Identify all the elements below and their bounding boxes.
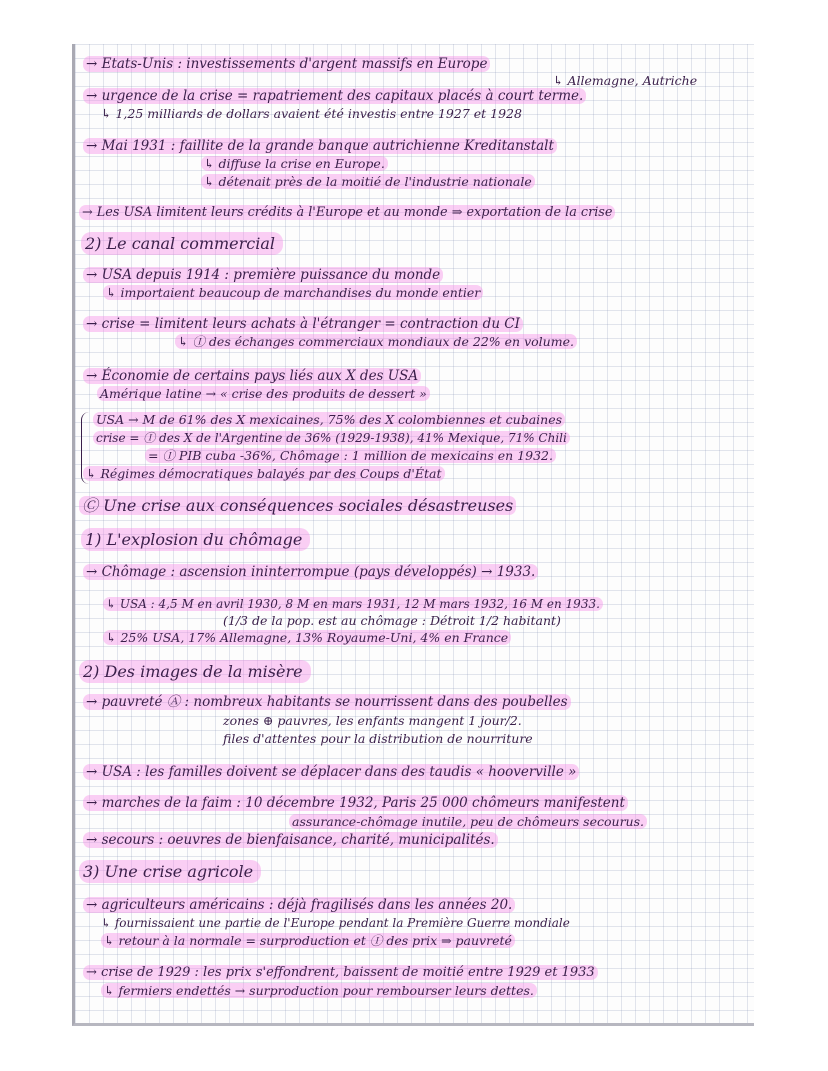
note-line: ↳ 25% USA, 17% Allemagne, 13% Royaume-Uni, 4% en France — [103, 632, 511, 645]
note-line: → pauvreté Ⓐ : nombreux habitants se nourrissent dans des poubelles — [83, 696, 571, 710]
note-line: Amérique latine → « crise des produits de dessert » — [97, 388, 430, 401]
note-line: assurance-chômage inutile, peu de chômeurs secourus. — [289, 816, 647, 829]
note-line: zones ⊕ pauvres, les enfants mangent 1 jour/2. — [223, 713, 522, 728]
note-line: ↳ retour à la normale = surproduction et Ⓘ des prix ⇒ pauvreté — [101, 935, 515, 948]
note-line: → marches de la faim : 10 décembre 1932, Paris 25 000 chômeurs manifestent — [83, 797, 628, 811]
note-line: → Économie de certains pays liés aux X des USA — [83, 370, 421, 384]
note-line: crise = Ⓘ des X de l'Argentine de 36% (1929-1938), 41% Mexique, 71% Chili — [93, 432, 570, 444]
note-line: ↳ Régimes démocratiques balayés par des Coups d'État — [83, 468, 445, 481]
notebook-page — [72, 44, 754, 1026]
note-line: ↳ fermiers endettés → surproduction pour rembourser leurs dettes. — [101, 985, 537, 998]
note-line: ↳ diffuse la crise en Europe. — [201, 158, 388, 171]
note-line: → secours : oeuvres de bienfaisance, charité, municipalités. — [83, 834, 498, 848]
section-heading: 3) Une crise agricole — [79, 864, 261, 880]
section-heading: 2) Le canal commercial — [81, 236, 283, 252]
note-line: (1/3 de la pop. est au chômage : Détroit 1/2 habitant) — [223, 613, 561, 628]
note-line: ↳ détenait près de la moitié de l'industrie nationale — [201, 176, 535, 189]
note-line: USA → M de 61% des X mexicaines, 75% des X colombiennes et cubaines — [93, 414, 565, 427]
note-line: → urgence de la crise = rapatriement des capitaux placés à court terme. — [83, 90, 586, 104]
note-line: = Ⓘ PIB cuba -36%, Chômage : 1 million de mexicains en 1932. — [145, 450, 556, 463]
note-line: → Chômage : ascension ininterrompue (pays développés) → 1933. — [83, 566, 538, 580]
note-line: → Les USA limitent leurs crédits à l'Europe et au monde ⇒ exportation de la crise — [79, 207, 615, 220]
note-line: ↳ fournissaient une partie de l'Europe pendant la Première Guerre mondiale — [101, 916, 570, 930]
note-line: files d'attentes pour la distribution de nourriture — [223, 731, 533, 746]
note-line: ↳ Allemagne, Autriche — [553, 73, 698, 88]
note-line: ↳ Ⓘ des échanges commerciaux mondiaux de 22% en volume. — [175, 336, 577, 349]
note-line: → agriculteurs américains : déjà fragilisés dans les années 20. — [83, 899, 515, 913]
note-line: → USA depuis 1914 : première puissance du monde — [83, 269, 443, 283]
note-line: → crise de 1929 : les prix s'effondrent, baissent de moitié entre 1929 et 1933 — [83, 966, 598, 979]
section-heading: 2) Des images de la misère — [79, 664, 311, 680]
note-line: ↳ importaient beaucoup de marchandises du monde entier — [103, 287, 483, 300]
note-line: → crise = limitent leurs achats à l'étranger = contraction du CI — [83, 318, 523, 332]
note-line: → USA : les familles doivent se déplacer dans des taudis « hooverville » — [83, 766, 579, 780]
note-line: ↳ USA : 4,5 M en avril 1930, 8 M en mars 1931, 12 M mars 1932, 16 M en 1933. — [103, 598, 603, 610]
note-line: → Etats-Unis : investissements d'argent massifs en Europe — [83, 58, 490, 72]
note-line: → Mai 1931 : faillite de la grande banque autrichienne Kreditanstalt — [83, 140, 557, 154]
note-line: ↳ 1,25 milliards de dollars avaient été investis entre 1927 et 1928 — [101, 106, 522, 121]
section-heading: Ⓒ Une crise aux conséquences sociales désastreuses — [79, 498, 516, 514]
section-heading: 1) L'explosion du chômage — [81, 532, 310, 548]
